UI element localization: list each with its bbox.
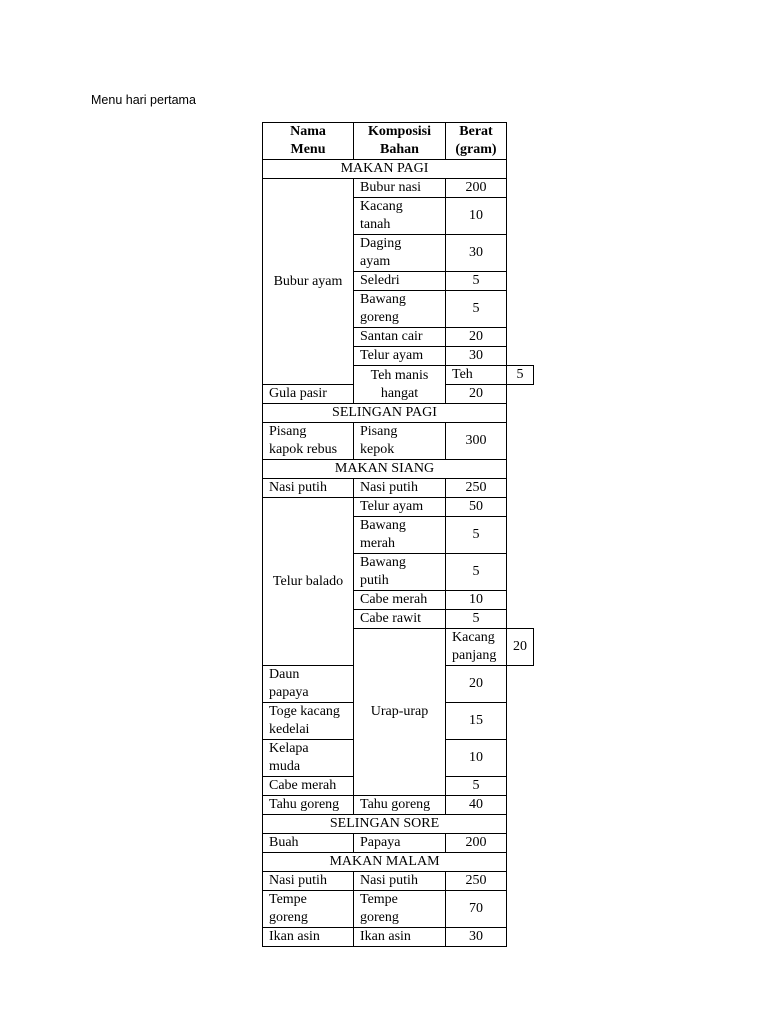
ingredient-cell: Tempe goreng: [354, 891, 446, 928]
section-row: [263, 815, 534, 834]
ingredient-cell: Bawang putih: [354, 554, 446, 591]
weight-cell: 5: [446, 272, 507, 291]
menu-name-cell: Tempe goreng: [263, 891, 354, 928]
ingredient-cell: Teh: [446, 366, 507, 385]
ingredient-cell: Pisang kepok: [354, 423, 446, 460]
table-row: [263, 928, 534, 947]
weight-cell: 20: [507, 629, 534, 666]
menu-name-cell: Pisang kapok rebus: [263, 423, 354, 460]
ingredient-cell: Kacang tanah: [354, 198, 446, 235]
ingredient-cell: Bawang merah: [354, 517, 446, 554]
section-heading: MAKAN PAGI: [263, 160, 507, 179]
weight-cell: 15: [446, 703, 507, 740]
header-row: [263, 123, 534, 160]
section-heading: MAKAN MALAM: [263, 853, 507, 872]
ingredient-cell: Cabe merah: [263, 777, 354, 796]
ingredient-cell: Santan cair: [354, 328, 446, 347]
weight-cell: 5: [446, 610, 507, 629]
ingredient-cell: Nasi putih: [354, 872, 446, 891]
menu-name-cell: Bubur ayam: [263, 179, 354, 385]
section-row: [263, 460, 534, 479]
weight-cell: 5: [446, 777, 507, 796]
section-row: [263, 160, 534, 179]
weight-cell: 30: [446, 235, 507, 272]
ingredient-cell: Daging ayam: [354, 235, 446, 272]
section-row: [263, 853, 534, 872]
weight-cell: 250: [446, 479, 507, 498]
section-heading: MAKAN SIANG: [263, 460, 507, 479]
weight-cell: 10: [446, 198, 507, 235]
weight-cell: 5: [507, 366, 534, 385]
weight-cell: 300: [446, 423, 507, 460]
weight-cell: 50: [446, 498, 507, 517]
section-heading: SELINGAN SORE: [263, 815, 507, 834]
table-row: [263, 179, 534, 198]
ingredient-cell: Papaya: [354, 834, 446, 853]
table-header: [263, 123, 534, 160]
ingredient-cell: Bubur nasi: [354, 179, 446, 198]
table-row: [263, 872, 534, 891]
weight-cell: 5: [446, 291, 507, 328]
weight-cell: 70: [446, 891, 507, 928]
weight-cell: 20: [446, 385, 507, 404]
menu-name-cell: Tahu goreng: [263, 796, 354, 815]
weight-cell: 200: [446, 179, 507, 198]
table-row: [263, 834, 534, 853]
ingredient-cell: Cabe merah: [354, 591, 446, 610]
header-nama-menu: Nama Menu: [263, 123, 354, 160]
weight-cell: 200: [446, 834, 507, 853]
menu-name-cell: Nasi putih: [263, 872, 354, 891]
table-row: [263, 796, 534, 815]
weight-cell: 250: [446, 872, 507, 891]
weight-cell: 10: [446, 740, 507, 777]
table-row: [263, 891, 534, 928]
menu-name-cell: Ikan asin: [263, 928, 354, 947]
weight-cell: 10: [446, 591, 507, 610]
section-row: [263, 404, 534, 423]
menu-name-cell: Nasi putih: [263, 479, 354, 498]
ingredient-cell: Telur ayam: [354, 347, 446, 366]
menu-table: [262, 122, 534, 947]
header-komposisi-bahan: Komposisi Bahan: [354, 123, 446, 160]
ingredient-cell: Gula pasir: [263, 385, 354, 404]
section-heading: SELINGAN PAGI: [263, 404, 507, 423]
ingredient-cell: Ikan asin: [354, 928, 446, 947]
ingredient-cell: Kelapa muda: [263, 740, 354, 777]
weight-cell: 5: [446, 517, 507, 554]
ingredient-cell: Telur ayam: [354, 498, 446, 517]
table-row: [263, 498, 534, 517]
ingredient-cell: Bawang goreng: [354, 291, 446, 328]
ingredient-cell: Toge kacang kedelai: [263, 703, 354, 740]
weight-cell: 30: [446, 347, 507, 366]
table-row: [263, 479, 534, 498]
weight-cell: 20: [446, 666, 507, 703]
menu-name-cell: Urap-urap: [354, 629, 446, 796]
ingredient-cell: Kacang panjang: [446, 629, 507, 666]
ingredient-cell: Cabe rawit: [354, 610, 446, 629]
table-body: [263, 160, 534, 947]
menu-name-cell: Buah: [263, 834, 354, 853]
weight-cell: 30: [446, 928, 507, 947]
ingredient-cell: Seledri: [354, 272, 446, 291]
header-berat-gram: Berat (gram): [446, 123, 507, 160]
weight-cell: 40: [446, 796, 507, 815]
weight-cell: 5: [446, 554, 507, 591]
menu-name-cell: Telur balado: [263, 498, 354, 666]
ingredient-cell: Nasi putih: [354, 479, 446, 498]
table-row: [263, 423, 534, 460]
menu-name-cell: Teh manis hangat: [354, 366, 446, 404]
weight-cell: 20: [446, 328, 507, 347]
document-title: Menu hari pertama: [91, 93, 196, 107]
ingredient-cell: Daun papaya: [263, 666, 354, 703]
ingredient-cell: Tahu goreng: [354, 796, 446, 815]
